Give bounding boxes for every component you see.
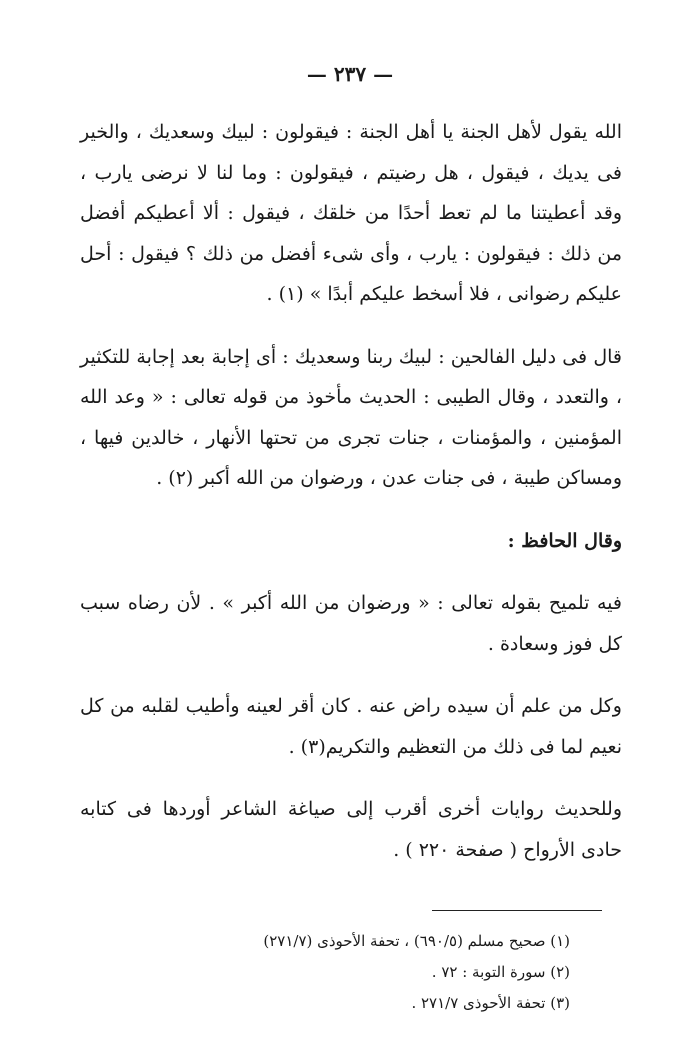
footnote-2: (٢) سورة التوبة : ٧٢ . bbox=[431, 963, 570, 981]
main-text bbox=[80, 112, 622, 870]
narrations-paragraph: وللحديث روايات أخرى أقرب إلى صياغة الشاعر أوردها فى كتابه حادى الأرواح ( صفحة ٢٢٠ ) . bbox=[80, 798, 622, 861]
satisfaction-paragraph: وكل من علم أن سيده راض عنه . كان أقر لعينه وأطيب لقلبه من كل نعيم لما فى ذلك من التعظيم والتكريم(٣) . bbox=[80, 695, 622, 758]
footnote-divider bbox=[432, 910, 602, 911]
page-number: — ٢٣٧ — bbox=[306, 62, 394, 86]
footnotes bbox=[150, 926, 570, 1019]
hafiz-paragraph: فيه تلميح بقوله تعالى : « ورضوان من الله أكبر » . لأن رضاه سبب كل فوز وسعادة . bbox=[80, 592, 622, 655]
commentary-paragraph: قال فى دليل الفالحين : لبيك ربنا وسعديك : أى إجابة بعد إجابة للتكثير ، والتعدد ، وقال الطيبى : الحديث مأخوذ من قوله تعالى : « وعد الله المؤمنين ، والمؤمنات ، جنات تجرى من تحتها الأنهار ، خالدين فيها ، ومساكن طيبة ، فى جنات عدن ، ورضوان من الله أكبر (٢) . bbox=[80, 345, 622, 489]
hadith-paragraph: الله يقول لأهل الجنة يا أهل الجنة : فيقولون : لبيك وسعديك ، والخير فى يديك ، فيقول ، هل رضيتم ، فيقولون : وما لنا لا نرضى يارب ، وقد أعطيتنا ما لم تعط أحدًا من خلقك ، فيقول : ألا أعطيكم أفضل من ذلك : فيقولون : يارب ، وأى شىء أفضل من ذلك ؟ فيقول : أحل عليكم رضوانى ، فلا أسخط عليكم أبدًا » (١) . bbox=[80, 121, 622, 305]
hafiz-heading: وقال الحافظ : bbox=[507, 529, 622, 552]
footnote-1: (١) صحيح مسلم (٦٩٠/٥) ، تحفة الأحوذى (٢٧١/٧) bbox=[263, 932, 570, 950]
footnote-3: (٣) تحفة الأحوذى ٢٧١/٧ . bbox=[411, 994, 570, 1012]
